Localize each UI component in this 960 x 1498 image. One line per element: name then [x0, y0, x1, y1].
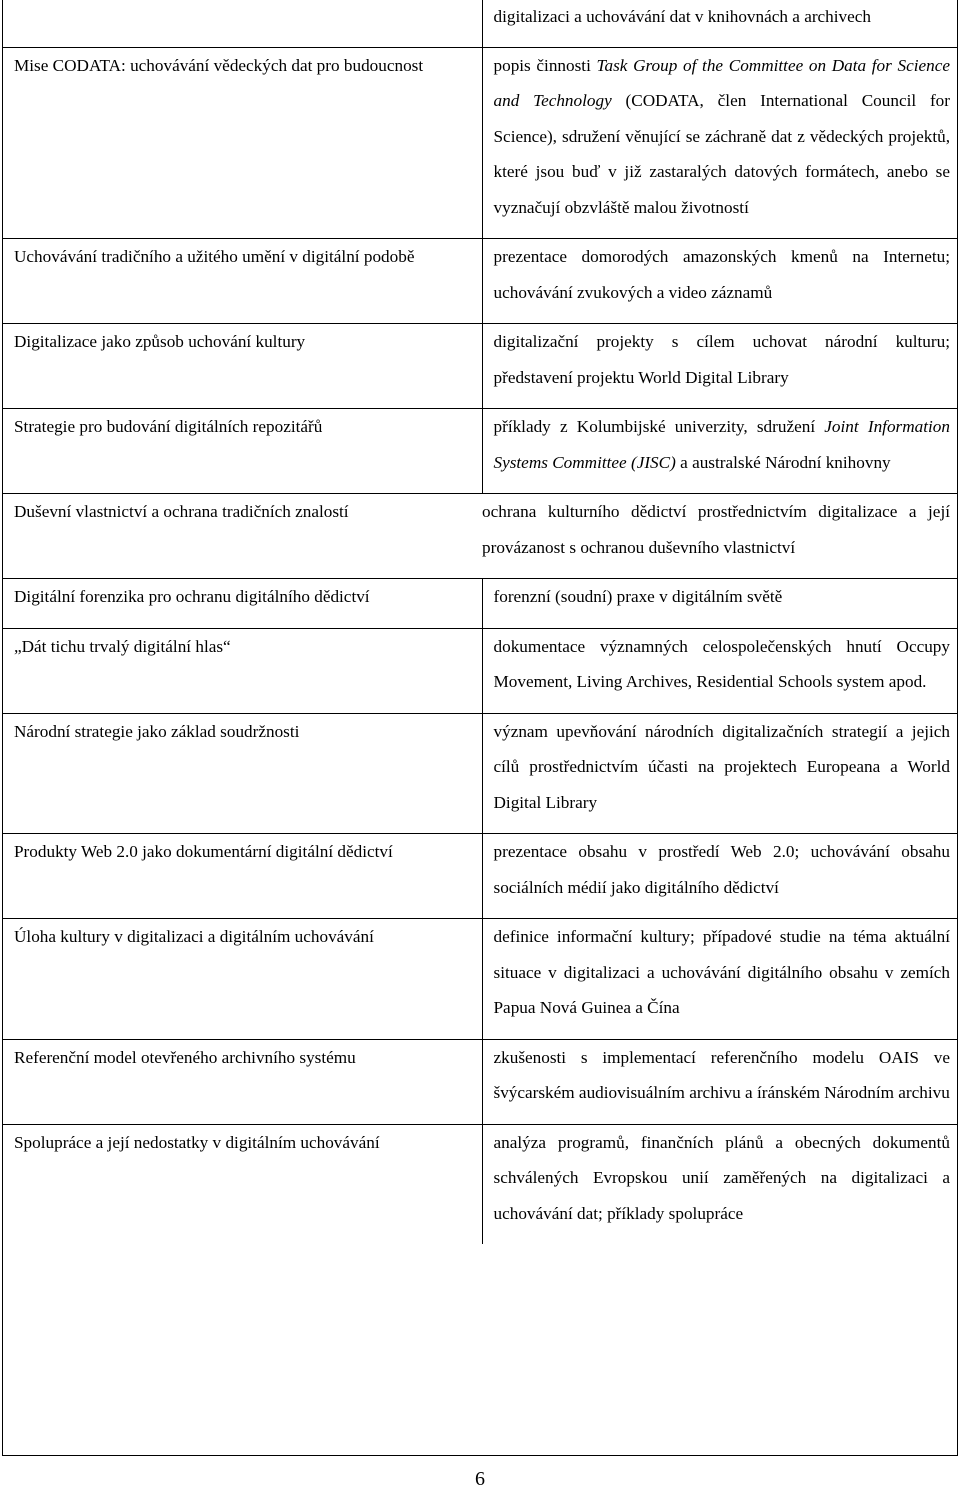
topic-description: význam upevňování národních digitalizačních strategií a jejich cílů prostřednictvím účasti na projektech Europeana a World Digital Library: [493, 721, 950, 812]
topic-description: digitalizaci a uchovávání dat v knihovnách a archivech: [493, 7, 871, 26]
topic-description-part-italic: Task Group of the Committee on Data for Science and Technology: [493, 55, 950, 110]
topic-title-cell: [2, 834, 482, 919]
topic-title: Digitální forenzika pro ochranu digitálního dědictví: [14, 587, 370, 606]
topic-title: Uchovávání tradičního a užitého umění v digitální podobě: [14, 247, 415, 266]
topic-title: Úloha kultury v digitalizaci a digitálním uchovávání: [14, 927, 374, 946]
topic-title-cell: [2, 713, 482, 834]
topic-spanning-cell: [2, 494, 958, 579]
table-row: [2, 47, 958, 239]
topic-title-cell: [2, 579, 482, 629]
topic-description: forenzní (soudní) praxe v digitálním světě: [493, 587, 783, 606]
topic-description-cell: [482, 628, 958, 713]
topic-description: prezentace obsahu v prostředí Web 2.0; uchovávání obsahu sociálních médií jako digitálního dědictví: [493, 842, 950, 897]
topic-description-cell: [482, 1124, 958, 1244]
topic-description-part: popis činnosti: [493, 55, 597, 75]
topic-title: Strategie pro budování digitálních repozitářů: [14, 417, 323, 436]
topic-title-cell: [2, 628, 482, 713]
topic-title-cell: [2, 239, 482, 324]
topic-title-cell: [2, 1039, 482, 1124]
topic-description-part: a australské Národní knihovny: [675, 452, 891, 472]
topic-title-cell: [2, 0, 482, 47]
topic-title: Spolupráce a její nedostatky v digitálním uchovávání: [14, 1132, 380, 1152]
topic-description: zkušenosti s implementací referenčního modelu OAIS ve švýcarském audiovisuálním archivu a íránském Národním archivu: [493, 1047, 950, 1102]
table-bottom-border: [2, 1455, 958, 1456]
topic-description-cell: [482, 324, 958, 409]
topic-description-part: (CODATA, člen International Council for Science), sdružení věnující se záchraně dat z vědeckých projektů, které jsou buď v již zastaralých datových formátech, anebo se vyznačují obzvláště malou životností: [493, 91, 950, 217]
topic-description: digitalizační projekty s cílem uchovat národní kulturu; představení projektu World Digital Library: [493, 332, 950, 387]
table-row: [2, 579, 958, 629]
table-row: [2, 1124, 958, 1244]
topic-description-cell: [482, 1039, 958, 1124]
topic-description-cell: [482, 47, 958, 239]
table-row: [2, 628, 958, 713]
topic-title: Duševní vlastnictví a ochrana tradičních znalostí: [14, 502, 349, 521]
topic-description-cell: [482, 409, 958, 494]
topic-description: prezentace domorodých amazonských kmenů na Internetu; uchovávání zvukových a video záznamů: [493, 247, 950, 302]
topic-description-part: příklady z Kolumbijské univerzity, sdružení: [493, 417, 825, 436]
table-row: [2, 1039, 958, 1124]
topic-description-cell: [482, 239, 958, 324]
table-row: [2, 834, 958, 919]
topic-description-cell: [482, 919, 958, 1040]
topic-description: analýza programů, finančních plánů a obecných dokumentů schválených Evropskou unií zaměřených na digitalizaci a uchovávání dat; příklady spolupráce: [493, 1132, 950, 1223]
topic-description-cell: [482, 579, 958, 629]
topic-description: definice informační kultury; případové studie na téma aktuální situace v digitalizaci a uchovávání digitálního obsahu v zemích Papua Nová Guinea a Čína: [493, 927, 950, 1017]
topic-description-cell: [482, 713, 958, 834]
table-row: [2, 494, 958, 579]
topic-description-part-italic: Joint Information Systems Committee (JISC): [493, 417, 950, 472]
topic-title: Digitalizace jako způsob uchování kultury: [14, 332, 306, 351]
topic-title-cell: [2, 919, 482, 1040]
topic-title: Referenční model otevřeného archivního systému: [14, 1047, 356, 1067]
topic-description-cell: [482, 0, 958, 47]
topic-title: „Dát tichu trvalý digitální hlas“: [14, 636, 231, 656]
topic-title: Mise CODATA: uchovávání vědeckých dat pro budoucnost: [14, 55, 424, 75]
table-row: [2, 919, 958, 1040]
topic-title-cell: [2, 409, 482, 494]
topic-title-cell: [2, 47, 482, 239]
table-row: [2, 0, 958, 47]
table-row: [2, 324, 958, 409]
page-number: 6: [475, 1468, 485, 1490]
topic-title-cell: [2, 324, 482, 409]
table-row: [2, 239, 958, 324]
topic-title-cell: [2, 1124, 482, 1244]
topic-description: dokumentace významných celospolečenských hnutí Occupy Movement, Living Archives, Residential Schools system apod.: [493, 636, 950, 691]
topic-description-cell: [482, 834, 958, 919]
topic-description: ochrana kulturního dědictví prostřednictvím digitalizace a její provázanost s ochranou duševního vlastnictví: [482, 502, 950, 557]
table-row: [2, 713, 958, 834]
topic-title: Produkty Web 2.0 jako dokumentární digitální dědictví: [14, 842, 393, 861]
table-row: [2, 409, 958, 494]
topic-title: Národní strategie jako základ soudržnosti: [14, 721, 300, 741]
conference-topics-table: [2, 0, 958, 1244]
